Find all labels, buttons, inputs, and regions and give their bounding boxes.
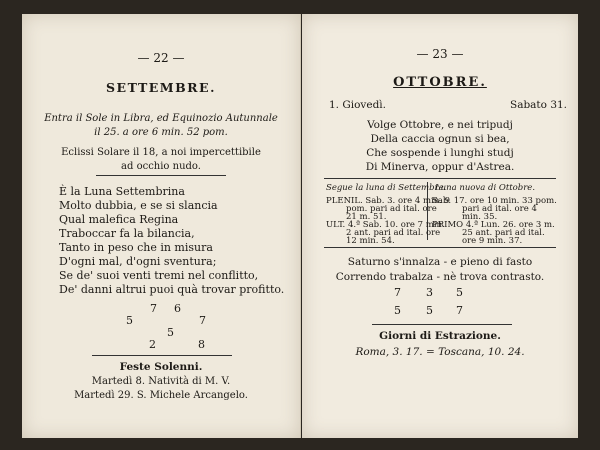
verse-line: Correndo trabalza - nè trova contrasto. bbox=[335, 271, 545, 283]
page-number: — 23 — bbox=[416, 47, 464, 61]
lottery-number: 7 bbox=[150, 302, 157, 315]
moon-right-title: Luna nuova di Ottobre. bbox=[435, 183, 536, 193]
moon-right-line: PRIMO 4.ª Lun. 26. ore 3 m. bbox=[432, 220, 555, 230]
last-day: Sabato 31. bbox=[510, 99, 568, 111]
verse-line: Volge Ottobre, e nei tripudj bbox=[367, 119, 513, 131]
month-title: OTTOBRE. bbox=[393, 75, 487, 90]
poem-line: Tanto in peso che in misura bbox=[59, 241, 213, 254]
poem-line: È la Luna Settembrina bbox=[59, 185, 185, 198]
month-title: SETTEMBRE. bbox=[106, 80, 216, 95]
verse-line: Della caccia ognun si bea, bbox=[370, 133, 510, 145]
lottery-number: 5 bbox=[426, 304, 433, 317]
moon-right-line: 25 ant. pari ad ital. bbox=[462, 228, 545, 238]
eclipse-line: Eclissi Solare il 18, a noi impercettibile bbox=[61, 147, 261, 158]
lottery-number: 7 bbox=[199, 314, 206, 327]
moon-right-line: ore 9 min. 37. bbox=[462, 236, 523, 246]
poem-line: Qual malefica Regina bbox=[59, 213, 179, 226]
divider bbox=[372, 324, 512, 325]
divider bbox=[96, 175, 226, 176]
poem-line: Molto dubbia, e se si slancia bbox=[59, 199, 218, 212]
moon-right-line: min. 35. bbox=[462, 212, 498, 222]
moon-right-line: Sab. 17. ore 10 min. 33 pom. bbox=[432, 196, 557, 206]
verse-line: Saturno s'innalza - e pieno di fasto bbox=[347, 256, 533, 268]
estrazione-title: Giorni di Estrazione. bbox=[379, 330, 501, 342]
poem-line: Se de' suoi venti tremi nel conflitto, bbox=[59, 269, 259, 282]
moon-left-line: 2 ant. pari ad ital. ore bbox=[346, 228, 441, 238]
moon-table-top-rule bbox=[324, 178, 556, 179]
eclipse-line: ad occhio nudo. bbox=[121, 161, 201, 172]
left-page bbox=[22, 14, 301, 438]
sun-entry-line: il 25. a ore 6 min. 52 pom. bbox=[94, 127, 228, 138]
first-day: 1. Giovedì. bbox=[329, 99, 386, 111]
estrazione-line: Roma, 3. 17. = Toscana, 10. 24. bbox=[355, 346, 525, 358]
lottery-number: 8 bbox=[198, 338, 205, 351]
moon-left-line: ULT. 4.ª Sab. 10. ore 7 min. bbox=[326, 220, 445, 230]
moon-right-line: pari ad ital. ore 4 bbox=[462, 204, 537, 214]
feste-title: Feste Solenni. bbox=[119, 361, 203, 373]
lottery-number: 5 bbox=[126, 314, 133, 327]
feste-line: Martedì 8. Natività di M. V. bbox=[91, 376, 231, 387]
page-number: — 22 — bbox=[137, 51, 185, 65]
lottery-number: 5 bbox=[394, 304, 401, 317]
feste-line: Martedì 29. S. Michele Arcangelo. bbox=[74, 390, 248, 401]
right-page bbox=[302, 14, 578, 438]
lottery-number: 7 bbox=[394, 286, 401, 299]
verse-line: Che sospende i lunghi studj bbox=[366, 147, 514, 159]
moon-left-title: Segue la luna di Settembre. bbox=[326, 183, 447, 193]
lottery-number: 2 bbox=[149, 338, 156, 351]
lottery-number: 5 bbox=[167, 326, 174, 339]
poem-line: Traboccar fa la bilancia, bbox=[59, 227, 195, 240]
moon-left-line: pom. pari ad ital. ore bbox=[346, 204, 437, 214]
lottery-number: 6 bbox=[174, 302, 181, 315]
poem-line: D'ogni mal, d'ogni sventura; bbox=[59, 255, 217, 268]
lottery-number: 5 bbox=[456, 286, 463, 299]
sun-entry-line: Entra il Sole in Libra, ed Equinozio Autunnale bbox=[44, 113, 278, 124]
poem-line: De' danni altrui puoi quà trovar profitto. bbox=[59, 283, 285, 296]
lottery-number: 7 bbox=[456, 304, 463, 317]
moon-table-bottom-rule bbox=[324, 247, 556, 248]
moon-left-line: PLENIL. Sab. 3. ore 4 min. 9 bbox=[326, 196, 451, 206]
moon-left-line: 21 m. 51. bbox=[346, 212, 387, 222]
verse-line: Di Minerva, oppur d'Astrea. bbox=[365, 161, 515, 173]
divider bbox=[92, 355, 232, 356]
moon-left-line: 12 min. 54. bbox=[346, 236, 395, 246]
lottery-number: 3 bbox=[426, 286, 433, 299]
